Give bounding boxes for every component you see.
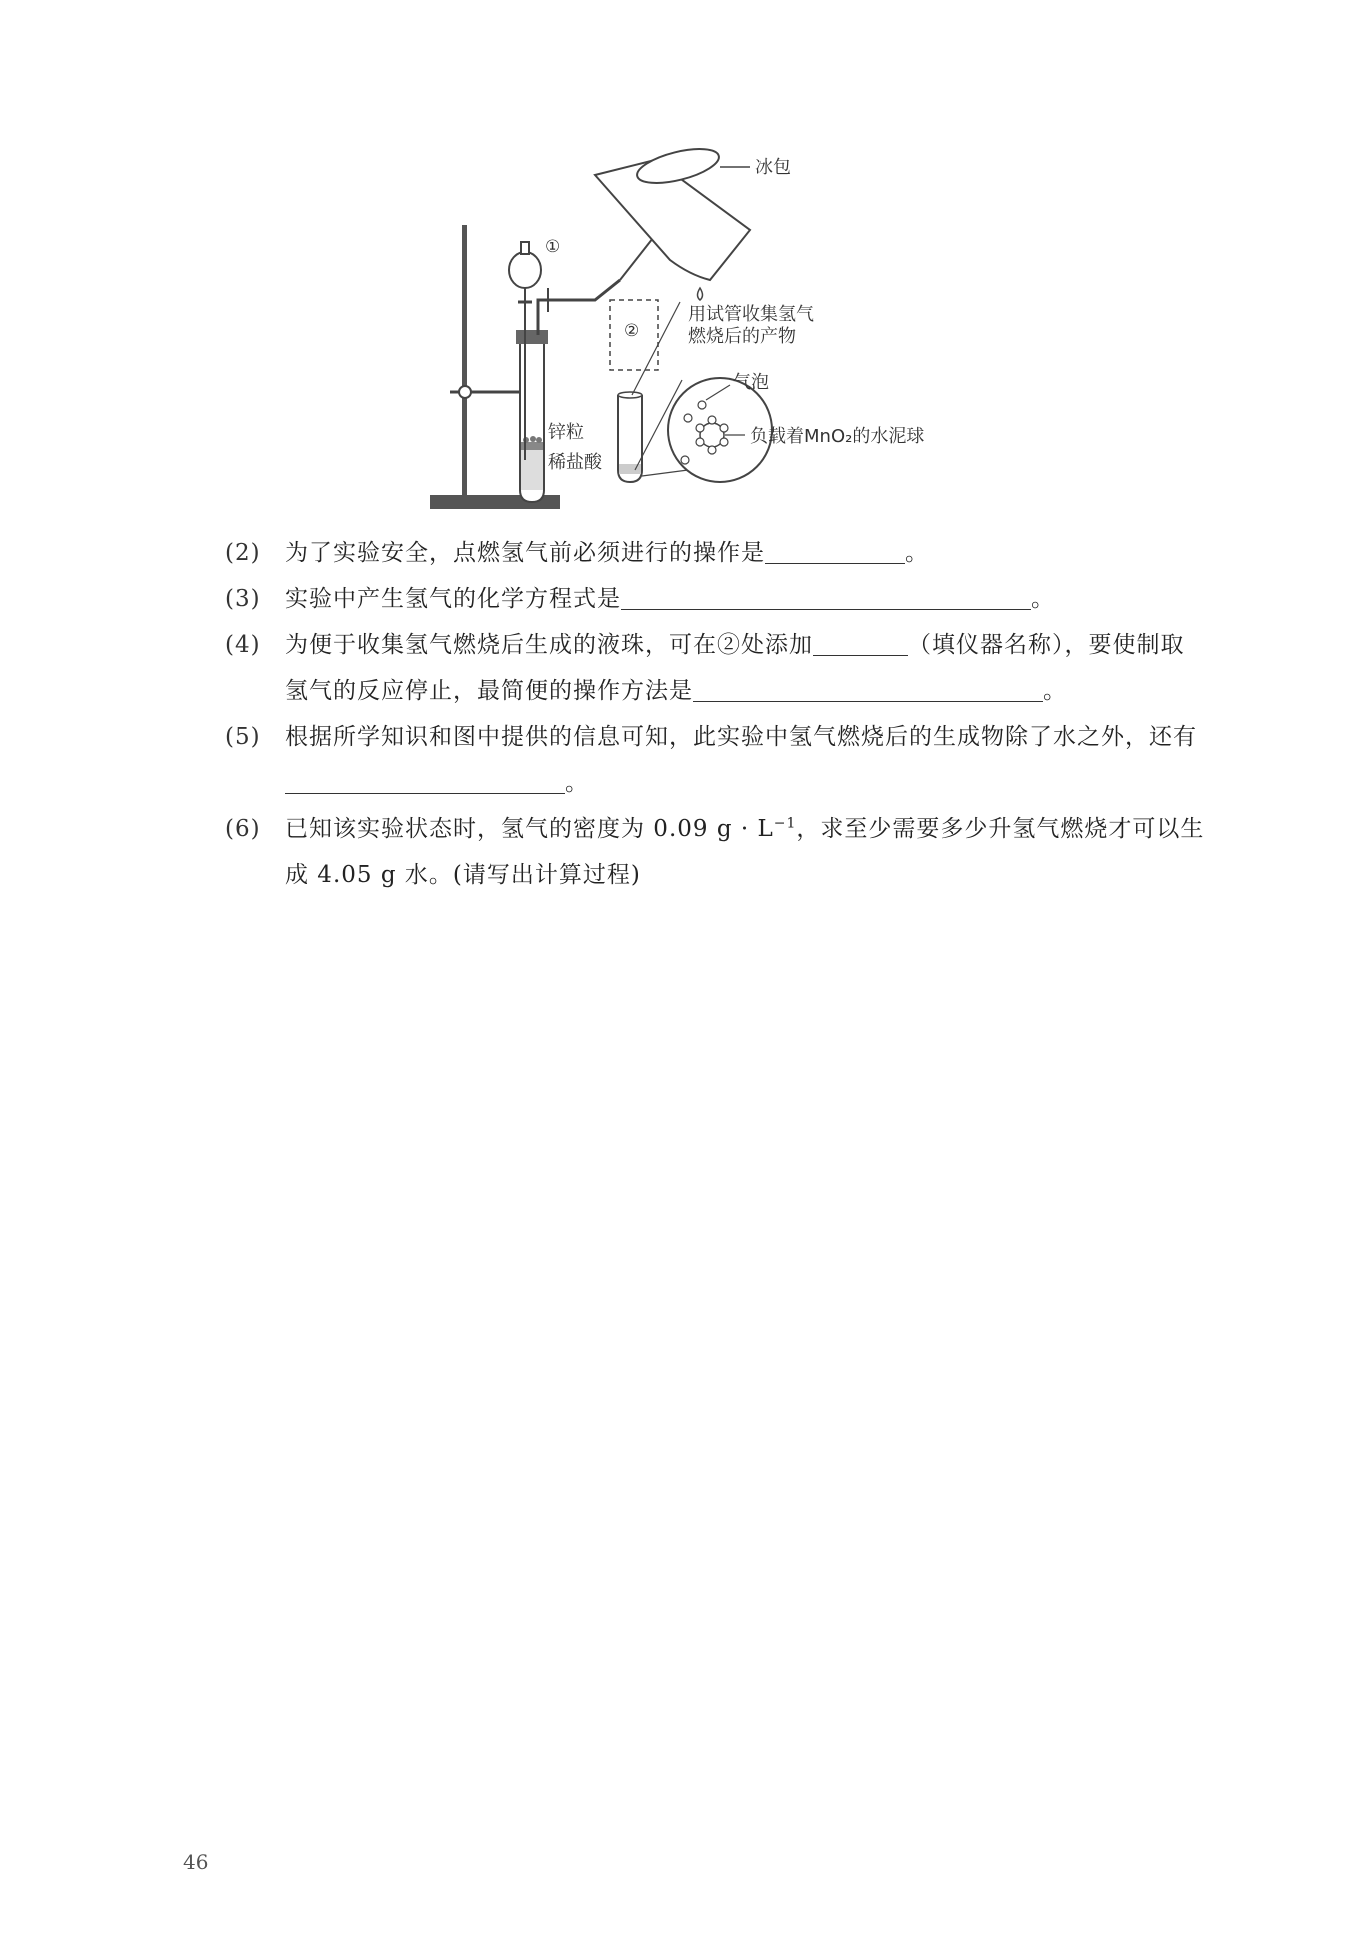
bubble	[684, 414, 692, 422]
question-text: 已知该实验状态时，氢气的密度为 0.09 g · L	[285, 816, 774, 842]
question-5	[225, 714, 1205, 806]
apparatus-figure	[420, 157, 980, 520]
question-number: (2)	[225, 540, 261, 566]
question-text: 。	[565, 770, 589, 796]
question-text: ，求至少需要多少升氢气燃烧才可以生成 4.05 g 水。(请写出计算过程)	[285, 816, 1205, 888]
answer-blank[interactable]	[621, 581, 1031, 610]
answer-blank[interactable]	[693, 673, 1043, 702]
question-number: (4)	[225, 632, 261, 658]
droplet	[698, 288, 703, 300]
apparatus-diagram	[420, 157, 980, 520]
question-number: (3)	[225, 586, 261, 612]
question-4	[225, 622, 1205, 714]
bubble	[681, 456, 689, 464]
collect-label-line1: 用试管收集氢气	[688, 304, 814, 325]
question-text: 为便于收集氢气燃烧后生成的液珠，可在②处添加	[285, 632, 813, 658]
question-text: 为了实验安全，点燃氢气前必须进行的操作是	[285, 540, 765, 566]
question-6	[225, 806, 1205, 898]
clamp-knob	[459, 386, 471, 398]
zinc-label: 锌粒	[548, 422, 584, 443]
question-2	[225, 530, 1205, 576]
question-number: (5)	[225, 724, 261, 750]
page-number: 46	[183, 1850, 209, 1874]
answer-blank[interactable]	[813, 627, 908, 656]
cement-ball-label: 负载着MnO₂的水泥球	[750, 426, 925, 447]
marker-1: ①	[545, 237, 561, 257]
bubbles-label: 气泡	[733, 372, 769, 393]
marker-2: ②	[624, 321, 640, 341]
acid-label: 稀盐酸	[548, 452, 602, 473]
ice-pack-label: 冰包	[755, 157, 791, 178]
bubble	[698, 401, 706, 409]
question-3	[225, 576, 1205, 622]
outlet-tube	[538, 280, 620, 335]
collect-label-line2: 燃烧后的产物	[688, 326, 796, 347]
question-text: 。	[1043, 678, 1067, 704]
question-text: 根据所学知识和图中提供的信息可知，此实验中氢气燃烧后的生成物除了水之外，还有	[285, 724, 1197, 750]
answer-blank[interactable]	[765, 535, 905, 564]
answer-blank[interactable]	[285, 765, 565, 794]
question-number: (6)	[225, 816, 261, 842]
separatory-funnel	[509, 252, 541, 288]
stopper	[516, 330, 548, 344]
question-text: （填仪器名称），要使制取氢气的反应停止，最简便的操作方法是	[285, 632, 1185, 704]
question-text: 。	[1031, 586, 1055, 612]
question-list	[225, 530, 1205, 898]
stand-rod	[462, 225, 467, 497]
exponent: −1	[773, 815, 797, 832]
question-text: 。	[905, 540, 929, 566]
question-text: 实验中产生氢气的化学方程式是	[285, 586, 621, 612]
